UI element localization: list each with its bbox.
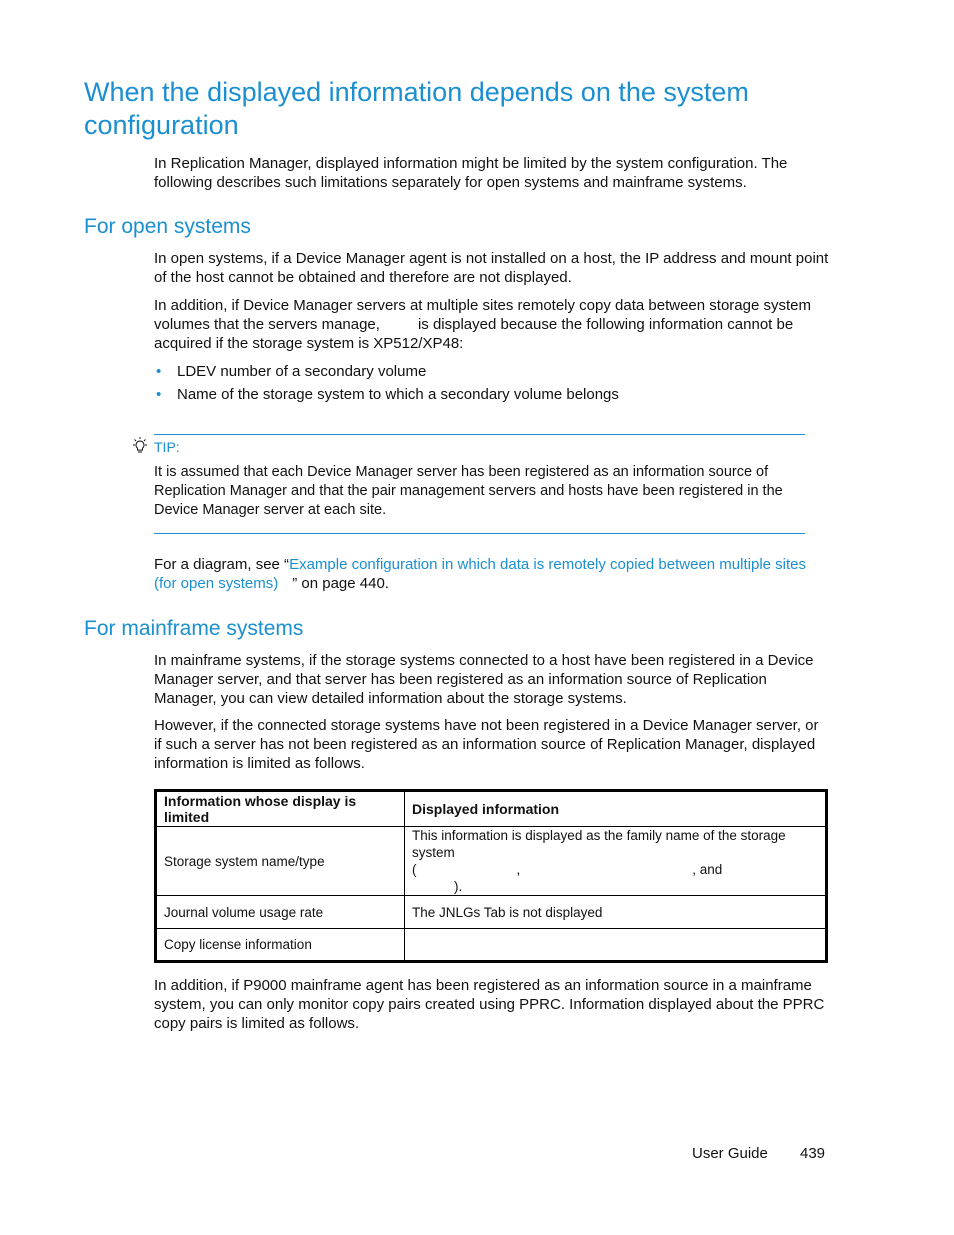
p2-line-1: In addition, if Device Manager servers at multiple sites remotely copy data between storage system <box>154 297 811 314</box>
tip-text: It is assumed that each Device Manager server has been registered as an information source of Replication Manager and that the pair management servers and hosts have been registered in the Device Manager server at each site. <box>154 464 783 518</box>
table-row <box>156 827 827 896</box>
limitation-bullet-list <box>154 362 834 408</box>
table-cell: Journal volume usage rate <box>156 896 405 929</box>
open-systems-heading: For open systems <box>84 215 251 238</box>
mainframe-heading: For mainframe systems <box>84 617 304 640</box>
p2-line-2 <box>154 315 834 334</box>
mainframe-paragraph-1: In mainframe systems, if the storage systems connected to a host have been registered in a Device Manager server, and that server has been registered as an information source of Replication Manager, you can view detailed information about the storage systems. <box>154 652 814 707</box>
table-cell: Storage system name/type <box>156 827 405 896</box>
list-item: • LDEV number of a secondary volume <box>156 363 427 380</box>
table-cell: The JNLGs Tab is not displayed <box>405 896 827 929</box>
tip-top-rule <box>154 434 805 435</box>
table-cell: Copy license information <box>156 929 405 962</box>
tip-bottom-rule <box>154 533 805 534</box>
table-cell: This information is displayed as the family name of the storage system ( , , and ). <box>405 827 827 896</box>
p2-line-2a: volumes that the servers manage, <box>154 316 380 333</box>
p2-line-3: acquired if the storage system is XP512/XP48: <box>154 335 464 352</box>
tip-label: TIP: <box>154 439 180 455</box>
table-row <box>156 929 827 962</box>
diagram-link[interactable]: Example configuration in which data is remotely copied between multiple sites (for open systems) <box>154 556 806 592</box>
open-systems-paragraph-1: In open systems, if a Device Manager agent is not installed on a host, the IP address and mount point of the host cannot be obtained and therefore are not displayed. <box>154 250 829 286</box>
intro-paragraph: In Replication Manager, displayed information might be limited by the system configuration. The following describes such limitations separately for open systems and mainframe systems. <box>154 155 788 191</box>
mainframe-paragraph-3: In addition, if P9000 mainframe agent has been registered as an information source in a mainframe system, you can only monitor copy pairs created using PPRC. Information displayed about the PPRC copy pairs is limited as follows. <box>154 977 825 1032</box>
table-row <box>156 896 827 929</box>
mainframe-paragraph-2: However, if the connected storage systems have not been registered in a Device Manager server, or if such a server has not been registered as an information source of Replication Manager, displayed information is limited as follows. <box>154 717 819 772</box>
table-header-cell: Displayed information <box>405 791 827 827</box>
table-header-cell: Information whose display is limited <box>156 791 405 827</box>
open-systems-paragraph-2 <box>154 296 834 353</box>
lightbulb-icon <box>130 436 150 456</box>
p2-line-2b: is displayed because the following information cannot be <box>417 316 794 333</box>
bullet-icon: • <box>156 386 162 403</box>
page-number: 439 <box>800 1145 826 1162</box>
footer-label: User Guide <box>692 1145 768 1162</box>
bullet-icon: • <box>156 363 162 380</box>
table-header-row <box>156 791 827 827</box>
limitations-table <box>154 789 828 963</box>
list-item: • Name of the storage system to which a secondary volume belongs <box>156 386 619 403</box>
table-cell <box>405 929 827 962</box>
page-title: When the displayed information depends on the system configuration <box>84 77 749 140</box>
diagram-reference: For a diagram, see “Example configuration in which data is remotely copied between multiple sites (for open systems) ” on page 440. <box>154 556 806 592</box>
